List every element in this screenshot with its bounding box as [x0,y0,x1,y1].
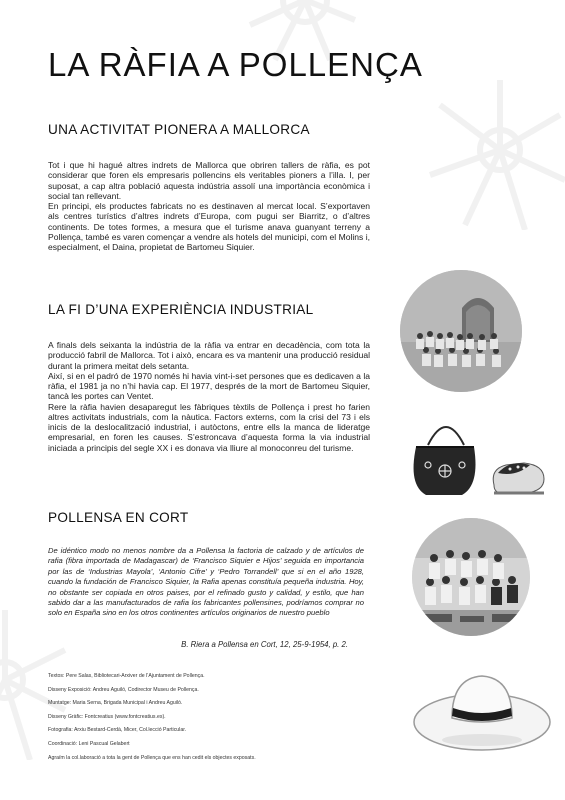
paragraph: En principi, els productes fabricats no es destinaven al mercat local. S’exportaven als centres turístics d’altres indrets d’Europa, com pugui ser Biarritz, o d’altres continents. De totes formes, a mesura que el turisme anava guanyant terreny a Pollença, també es varen començar a vendre als hotels del municipi, com el Molins i, especialment, el Daina, propietat de Bartomeu Siquier. [48,201,370,252]
historic-workers-photo [412,518,530,636]
quote-source: B. Riera a Pollensa en Cort, 12, 25-9-1954, p. 2. [181,640,348,649]
credit-line: Coordinació: Leni Pascual Gelabert [48,740,130,747]
credit-line: Muntatge: Maria Serna, Brigada Municipal i Andreu Aguiló. [48,700,183,707]
credit-line: Textos: Pere Salas, Bibliotecari-Arxiver de l’Ajuntament de Pollença. [48,673,205,679]
historic-group-photo [400,270,522,392]
credit-line: Agraïm la col.laboració a tota la gent de Pollença que ens han cedit els objectes exposats. [48,754,256,761]
paragraph: Així, si en el padró de 1970 només hi havia vint-i-set persones que es dedicaven a la ràfia, el 1981 ja no n’hi havia cap. El 1977, després de la mort de Bartomeu Siquier, tancà les portes can Ventet. [48,370,370,402]
section-heading-pollensa-en-cort: POLLENSA EN CORT [48,510,189,525]
poster-title: LA RÀFIA A POLLENÇA [48,46,423,83]
section-heading-end-industry: LA FI D’UNA EXPERIÈNCIA INDUSTRIAL [48,302,314,317]
credit-line: Disseny Exposició: Andreu Aguiló, Codirector Museu de Pollença. [48,686,199,693]
raffia-bag-and-sandal [398,405,548,505]
credits-block [48,670,378,765]
credit-line: Disseny Gràfic: Fontcreatius (www.fontcreatius.es). [48,713,166,720]
raffia-hat [410,660,555,760]
section-body-pioneer [48,160,370,252]
paragraph: Tot i que hi hagué altres indrets de Mallorca que obriren tallers de ràfia, es pot considerar que foren els empresaris pollencins els veritables pioners a l’illa. I, per suposat, a cap altra població aquesta indústria assolí una importància econòmica i social tan rellevant. [48,160,370,201]
paragraph: A finals dels seixanta la indústria de la ràfia va entrar en decadència, com tota la producció fabril de Mallorca. Tot i això, encara es va mantenir una producció residual durant la primera meitat dels setanta. [48,340,370,371]
section-body-end-industry [48,340,370,453]
newspaper-quote: De idéntico modo no menos nombre da a Pollensa la factoria de calzado y de artículos de rafia (fibra importada de Madagascar) de ‘Francisco Siquier e Hijos’ seguida en importancia por las de ‘Industrias Mayola’, ‘Antonio Cifre’ y ‘Pedro Torrandell’ que si en el año 1928, cuando la fundación de Francisco Siquier, la Rafia apenas constituía pequeña industria. Hoy, no obstante ser copiada en otros paises, por el refinado gusto y calidad, y estilo, que han sabido dar a las manufacturados de rafia los fabricantes pollensines, podríamos comprar no solo en España sino en los otros continentes artículos originarios de nuestro pueblo [48,546,364,618]
paragraph: Rere la ràfia havien desaparegut les fàbriques tèxtils de Pollença i prest ho farien altres activitats industrials, com la nàutica. Factors externs, com la crisi del 73 i els inicis de la deslocalització industrial, i autòctons, entre ells la manca de lideratge empresarial, en foren les causes. S’estroncava d’aquesta forma la via industrial iniciada a principis del segle XX i es donava via lliure al monoconreu del turisme. [48,401,370,453]
section-heading-pioneer: UNA ACTIVITAT PIONERA A MALLORCA [48,122,310,137]
credit-line: Fotografia: Arxiu Bestard-Cerdà, Micer, Col.lecció Particular. [48,727,187,734]
flower-watermark-right [425,80,565,230]
